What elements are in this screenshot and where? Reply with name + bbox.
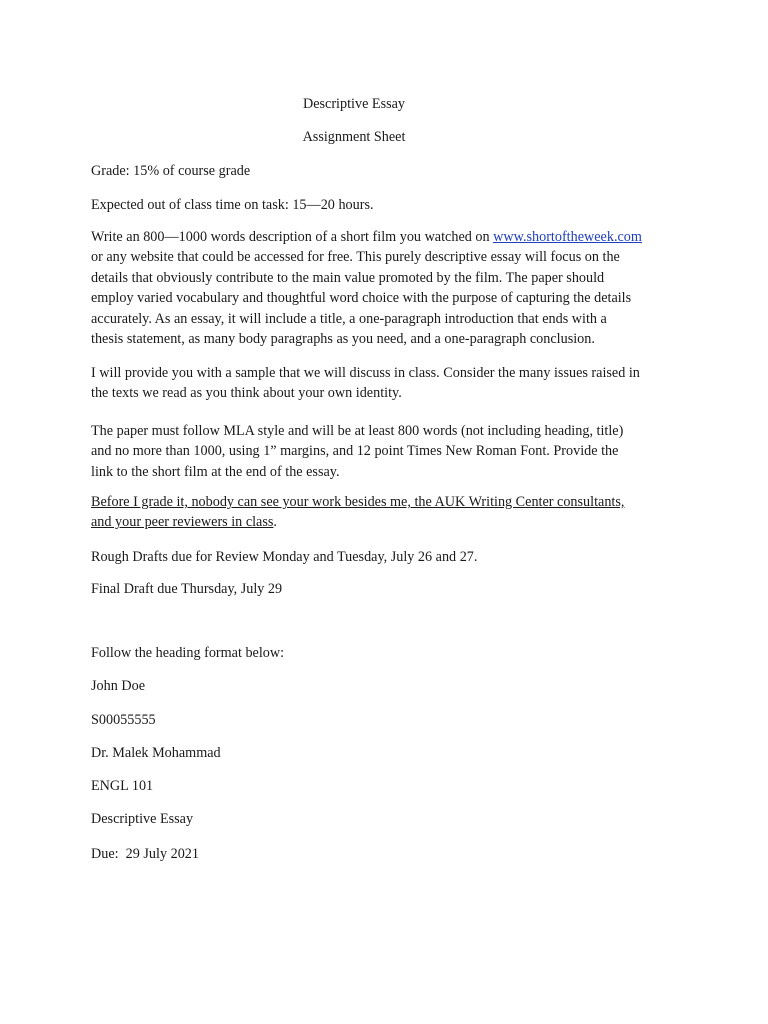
description-prefix: Write an 800—1000 words description of a short film you watched on (91, 229, 494, 245)
heading-intro-line: Follow the heading format below: (91, 645, 285, 661)
heading-due-date: Due: 29 July 2021 (91, 846, 199, 862)
heading-course: ENGL 101 (91, 778, 154, 794)
description-line: employ varied vocabulary and thoughtful word choice with the purpose of capturing the details (91, 290, 632, 307)
heading-name: John Doe (91, 678, 145, 694)
document-subtitle: Assignment Sheet (302, 129, 406, 145)
privacy-line-underlined: and your peer reviewers in class (91, 514, 274, 531)
expected-time-line: Expected out of class time on task: 15—20 hours. (91, 197, 374, 213)
description-line: details that obviously contribute to the main value promoted by the film. The paper should (91, 269, 605, 286)
rough-drafts-line: Rough Drafts due for Review Monday and Tuesday, July 26 and 27. (91, 549, 478, 565)
shortoftheweek-link[interactable]: www.shortoftheweek.com (493, 229, 642, 245)
privacy-period: . (273, 514, 277, 531)
final-draft-line: Final Draft due Thursday, July 29 (91, 581, 283, 597)
description-paragraph (91, 227, 691, 349)
sample-paragraph (91, 363, 691, 404)
format-line: link to the short film at the end of the essay. (91, 463, 340, 480)
description-line: thesis statement, as many body paragraphs as you need, and a one-paragraph conclusion. (91, 331, 595, 348)
format-line: and no more than 1000, using 1” margins, and 12 point Times New Roman Font. Provide the (91, 443, 619, 460)
heading-instructor: Dr. Malek Mohammad (91, 745, 221, 761)
heading-assignment: Descriptive Essay (91, 811, 194, 827)
description-line: or any website that could be accessed for free. This purely descriptive essay will focus on the (91, 249, 620, 266)
privacy-line: Before I grade it, nobody can see your work besides me, the AUK Writing Center consultants, (91, 494, 625, 510)
format-line: The paper must follow MLA style and will be at least 800 words (not including heading, title) (91, 423, 624, 439)
description-line: accurately. As an essay, it will include a title, a one-paragraph introduction that ends with a (91, 310, 607, 327)
privacy-line-2 (91, 512, 691, 532)
privacy-paragraph (91, 492, 691, 533)
heading-student-id: S00055555 (91, 712, 156, 728)
document-title: Descriptive Essay (302, 96, 406, 112)
sample-line: the texts we read as you think about your own identity. (91, 385, 402, 402)
sample-line: I will provide you with a sample that we will discuss in class. Consider the many issues raised in (91, 365, 640, 381)
grade-line: Grade: 15% of course grade (91, 163, 251, 179)
format-paragraph (91, 421, 691, 482)
description-line-1 (91, 227, 691, 247)
